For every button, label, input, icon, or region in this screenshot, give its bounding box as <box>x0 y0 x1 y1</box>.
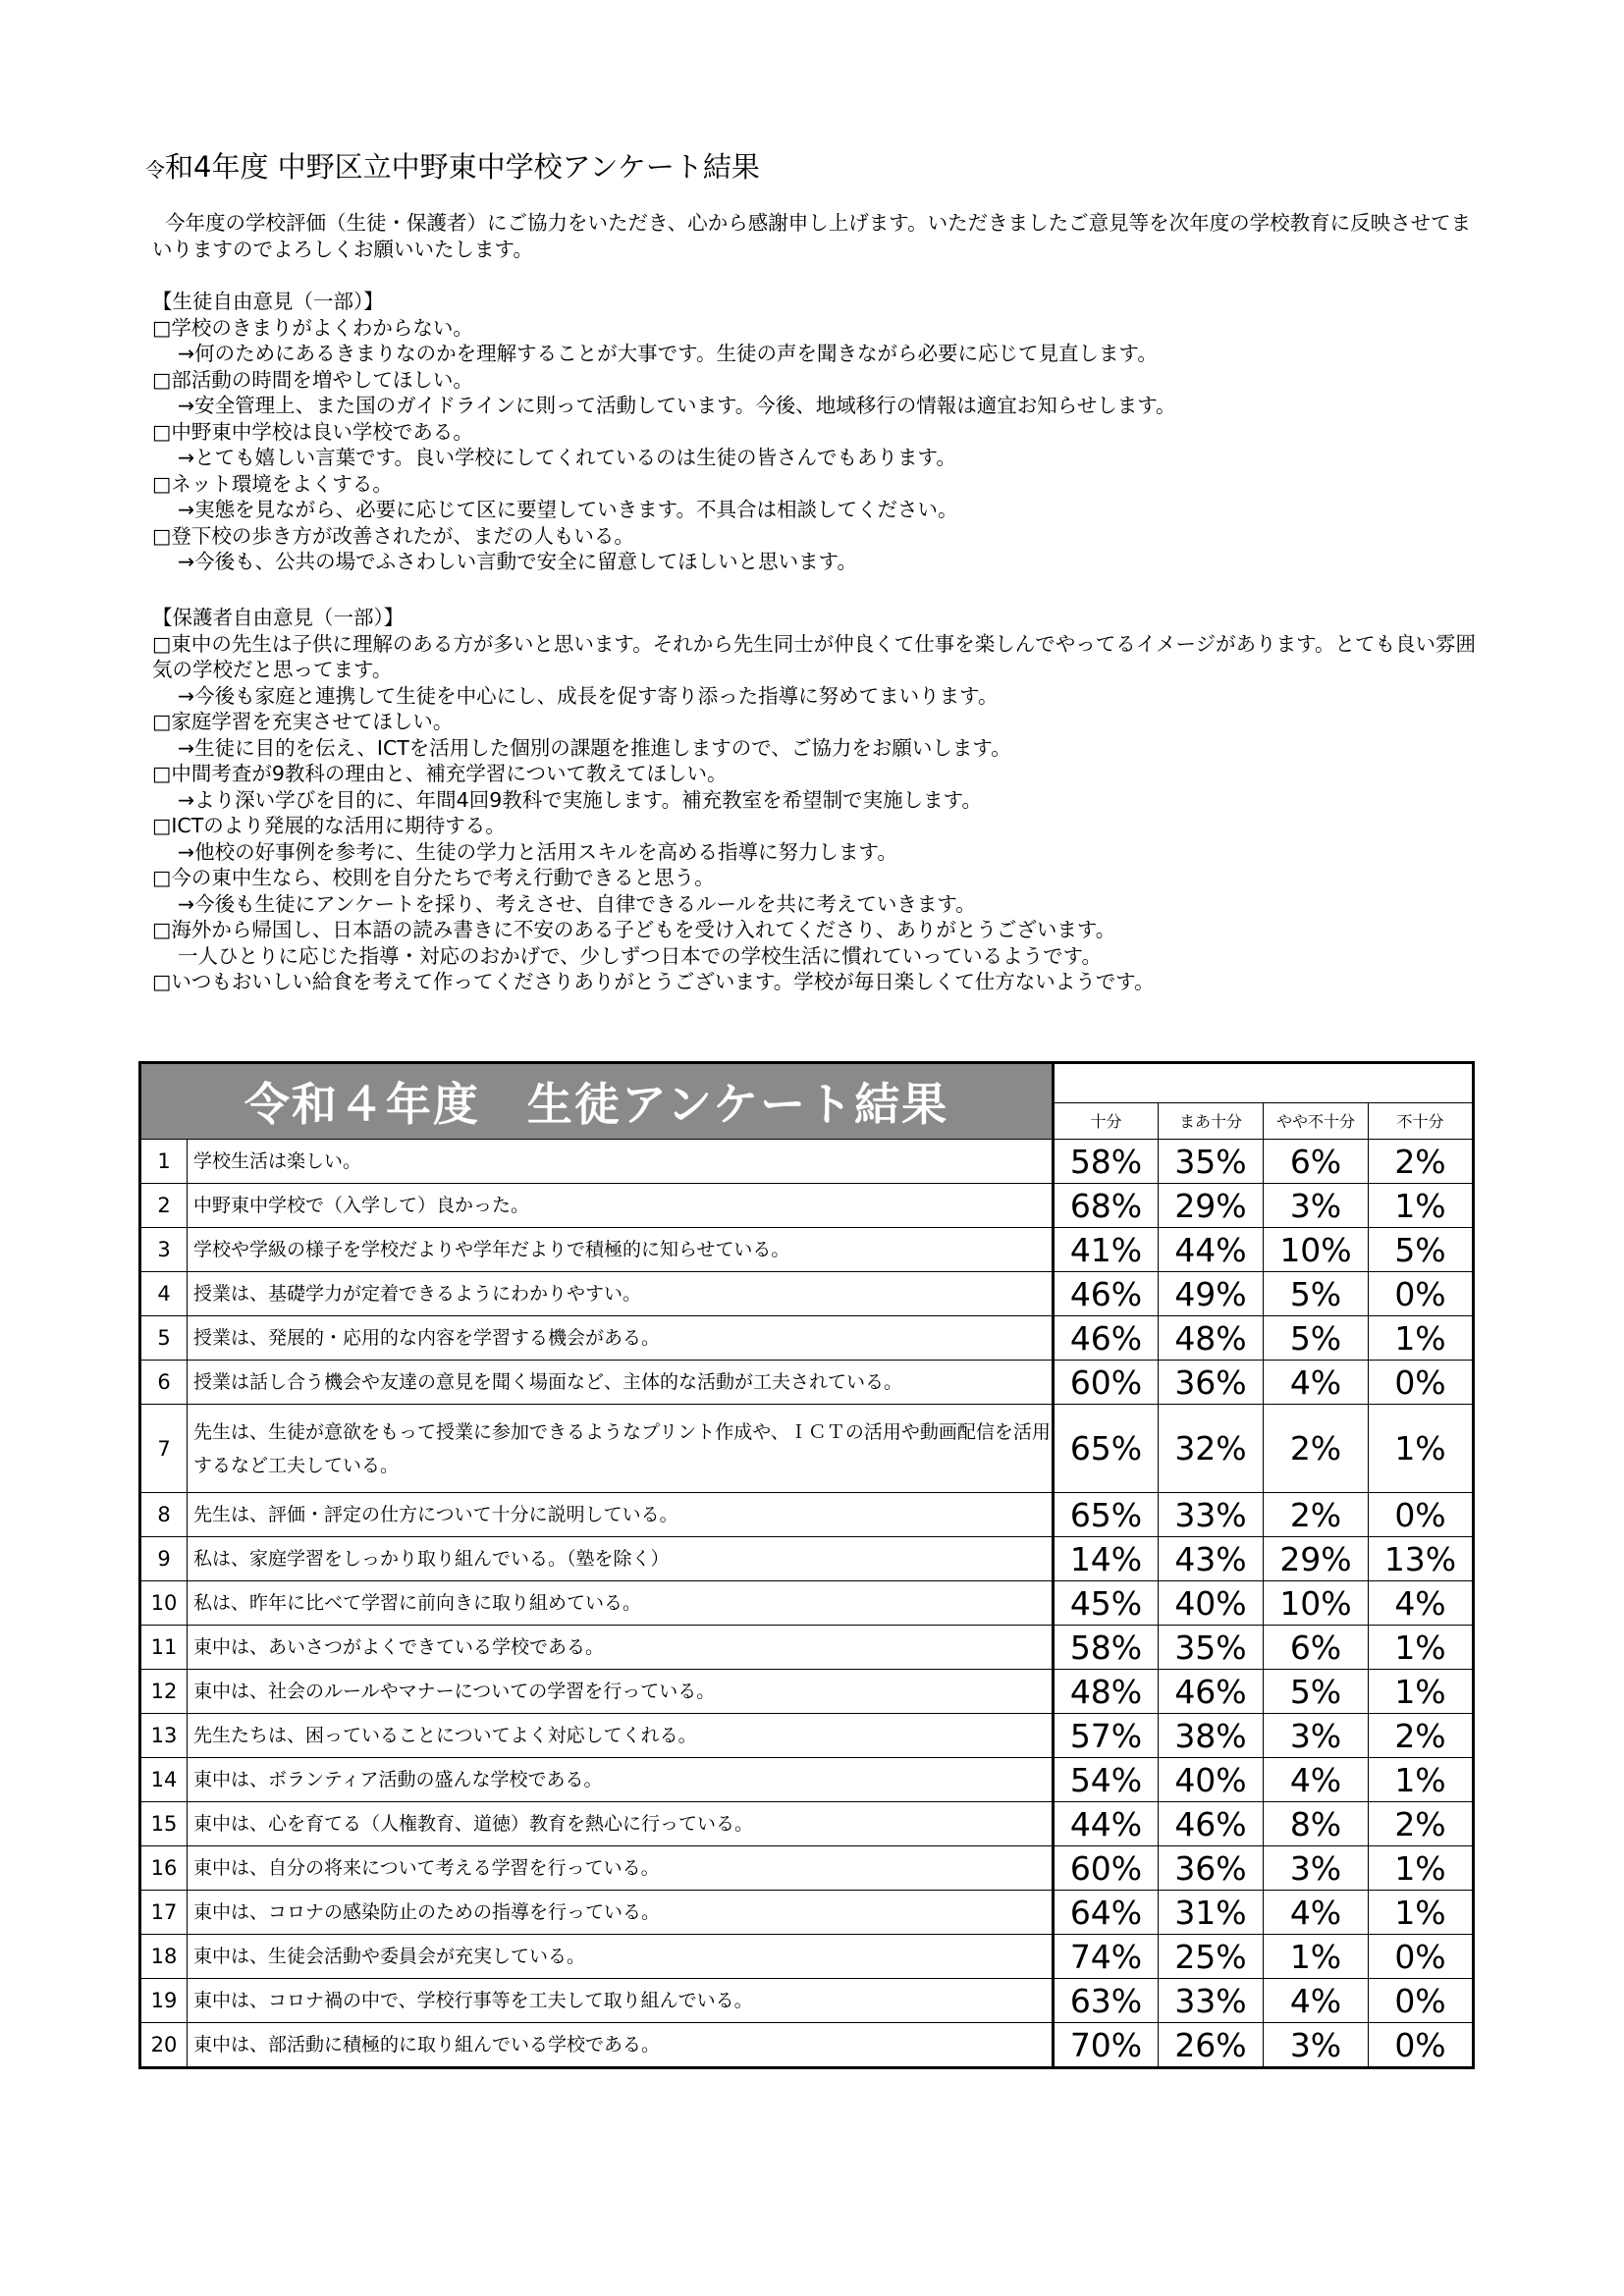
parent-opinion-a4: →他校の好事例を参考に、生徒の学力と活用スキルを高める指導に努力します。 <box>178 839 897 864</box>
value-fujubun: 4% <box>1369 1581 1474 1626</box>
question-text: 東中は、コロナの感染防止のための指導を行っている。 <box>188 1891 1054 1935</box>
question-text: 中野東中学校で（入学して）良かった。 <box>188 1184 1054 1228</box>
table-row <box>140 1581 1474 1626</box>
student-opinion-a1: →何のためにあるきまりなのかを理解することが大事です。生徒の声を聞きながら必要に応じて見直します。 <box>178 342 1158 365</box>
question-number: 5 <box>140 1316 188 1361</box>
value-fujubun: 1% <box>1369 1891 1474 1935</box>
value-jubun: 58% <box>1054 1626 1159 1670</box>
question-text: 東中は、生徒会活動や委員会が充実している。 <box>188 1935 1054 1979</box>
value-maa-jubun: 35% <box>1159 1626 1264 1670</box>
student-opinion-a2: →安全管理上、また国のガイドラインに則って活動しています。今後、地域移行の情報は適宜お知らせします。 <box>178 394 1176 417</box>
value-fujubun: 5% <box>1369 1228 1474 1272</box>
value-jubun: 46% <box>1054 1316 1159 1361</box>
parent-section-heading: 【保護者自由意見（一部）】 <box>152 606 405 629</box>
value-jubun: 65% <box>1054 1405 1159 1493</box>
value-maa-jubun: 35% <box>1159 1140 1264 1184</box>
question-text: 先生たちは、困っていることについてよく対応してくれる。 <box>188 1714 1054 1758</box>
value-fujubun: 13% <box>1369 1537 1474 1581</box>
value-yaya-fujubun: 10% <box>1264 1228 1369 1272</box>
value-maa-jubun: 40% <box>1159 1581 1264 1626</box>
question-text: 私は、昨年に比べて学習に前向きに取り組めている。 <box>188 1581 1054 1626</box>
value-yaya-fujubun: 4% <box>1264 1979 1369 2023</box>
question-number: 14 <box>140 1758 188 1802</box>
student-opinion-q5: □登下校の歩き方が改善されたが、まだの人もいる。 <box>152 523 634 548</box>
table-row <box>140 1493 1474 1537</box>
question-number: 20 <box>140 2023 188 2068</box>
value-yaya-fujubun: 3% <box>1264 1846 1369 1891</box>
column-header-yaya-fujubun: やや不十分 <box>1264 1102 1369 1139</box>
question-number: 8 <box>140 1493 188 1537</box>
value-jubun: 60% <box>1054 1846 1159 1891</box>
document-title <box>145 145 760 186</box>
value-fujubun: 1% <box>1369 1626 1474 1670</box>
value-maa-jubun: 32% <box>1159 1405 1264 1493</box>
table-row <box>140 1272 1474 1316</box>
value-maa-jubun: 46% <box>1159 1802 1264 1846</box>
table-row <box>140 1626 1474 1670</box>
student-opinion-q4: □ネット環境をよくする。 <box>152 471 393 496</box>
table-row <box>140 1316 1474 1361</box>
value-jubun: 70% <box>1054 2023 1159 2068</box>
value-jubun: 58% <box>1054 1140 1159 1184</box>
value-yaya-fujubun: 29% <box>1264 1537 1369 1581</box>
table-row <box>140 2023 1474 2068</box>
value-jubun: 48% <box>1054 1670 1159 1714</box>
parent-opinion-a5: →今後も生徒にアンケートを採り、考えさせ、自律できるルールを共に考えていきます。 <box>178 891 976 916</box>
table-row <box>140 1846 1474 1891</box>
value-yaya-fujubun: 6% <box>1264 1626 1369 1670</box>
student-opinion-q1: □学校のきまりがよくわからない。 <box>152 315 473 340</box>
value-fujubun: 0% <box>1369 1361 1474 1405</box>
question-number: 12 <box>140 1670 188 1714</box>
value-fujubun: 0% <box>1369 1979 1474 2023</box>
value-jubun: 63% <box>1054 1979 1159 2023</box>
question-text: 先生は、生徒が意欲をもって授業に参加できるようなプリント作成や、ＩＣＴの活用や動画配信を活用するなど工夫している。 <box>188 1405 1054 1493</box>
survey-header-blank <box>1054 1063 1474 1103</box>
table-row <box>140 1361 1474 1405</box>
question-text: 東中は、あいさつがよくできている学校である。 <box>188 1626 1054 1670</box>
value-maa-jubun: 43% <box>1159 1537 1264 1581</box>
value-fujubun: 1% <box>1369 1405 1474 1493</box>
question-text: 学校や学級の様子を学校だよりや学年だよりで積極的に知らせている。 <box>188 1228 1054 1272</box>
value-maa-jubun: 38% <box>1159 1714 1264 1758</box>
parent-opinions-section <box>152 605 1478 995</box>
question-text: 東中は、部活動に積極的に取り組んでいる学校である。 <box>188 2023 1054 2068</box>
question-number: 15 <box>140 1802 188 1846</box>
value-maa-jubun: 49% <box>1159 1272 1264 1316</box>
question-number: 4 <box>140 1272 188 1316</box>
table-row <box>140 1758 1474 1802</box>
table-row <box>140 1802 1474 1846</box>
student-opinion-a4: →実態を見ながら、必要に応じて区に要望していきます。不具合は相談してください。 <box>178 498 958 521</box>
value-jubun: 14% <box>1054 1537 1159 1581</box>
title-prefix: 令 <box>145 158 165 182</box>
value-maa-jubun: 31% <box>1159 1891 1264 1935</box>
student-survey-table <box>138 1061 1475 2069</box>
student-opinion-a3: →とても嬉しい言葉です。良い学校にしてくれているのは生徒の皆さんでもあります。 <box>178 446 956 469</box>
value-jubun: 41% <box>1054 1228 1159 1272</box>
value-jubun: 54% <box>1054 1758 1159 1802</box>
value-maa-jubun: 33% <box>1159 1493 1264 1537</box>
value-maa-jubun: 33% <box>1159 1979 1264 2023</box>
value-fujubun: 1% <box>1369 1758 1474 1802</box>
question-number: 7 <box>140 1405 188 1493</box>
parent-opinion-q7: □いつもおいしい給食を考えて作ってくださりありがとうございます。学校が毎日楽しくて仕方ないようです。 <box>152 970 1155 993</box>
value-jubun: 46% <box>1054 1272 1159 1316</box>
value-fujubun: 0% <box>1369 1935 1474 1979</box>
parent-opinion-q2: □家庭学習を充実させてほしい。 <box>152 710 454 733</box>
value-fujubun: 0% <box>1369 2023 1474 2068</box>
table-row <box>140 1670 1474 1714</box>
value-yaya-fujubun: 5% <box>1264 1272 1369 1316</box>
value-maa-jubun: 40% <box>1159 1758 1264 1802</box>
parent-opinion-a3: →より深い学びを目的に、年間4回9教科で実施します。補充教室を希望制で実施します。 <box>178 787 982 812</box>
question-text: 東中は、心を育てる（人権教育、道徳）教育を熱心に行っている。 <box>188 1802 1054 1846</box>
question-text: 授業は話し合う機会や友達の意見を聞く場面など、主体的な活動が工夫されている。 <box>188 1361 1054 1405</box>
title-main: 和4年度 中野区立中野東中学校アンケート結果 <box>165 150 760 184</box>
value-jubun: 68% <box>1054 1184 1159 1228</box>
question-number: 13 <box>140 1714 188 1758</box>
question-text: 東中は、ボランティア活動の盛んな学校である。 <box>188 1758 1054 1802</box>
value-yaya-fujubun: 1% <box>1264 1935 1369 1979</box>
value-fujubun: 2% <box>1369 1714 1474 1758</box>
table-row <box>140 1935 1474 1979</box>
question-text: 学校生活は楽しい。 <box>188 1140 1054 1184</box>
parent-opinion-q1: □東中の先生は子供に理解のある方が多いと思います。それから先生同士が仲良くて仕事を楽しんでやってるイメージがあります。とても良い雰囲気の学校だと思ってます。 <box>152 631 1476 681</box>
value-jubun: 60% <box>1054 1361 1159 1405</box>
student-opinion-q3: □中野東中学校は良い学校である。 <box>152 419 473 444</box>
question-text: 東中は、自分の将来について考える学習を行っている。 <box>188 1846 1054 1891</box>
question-text: 東中は、コロナ禍の中で、学校行事等を工夫して取り組んでいる。 <box>188 1979 1054 2023</box>
value-fujubun: 0% <box>1369 1272 1474 1316</box>
value-jubun: 64% <box>1054 1891 1159 1935</box>
table-row <box>140 1405 1474 1493</box>
value-jubun: 74% <box>1054 1935 1159 1979</box>
question-number: 19 <box>140 1979 188 2023</box>
column-header-fujubun: 不十分 <box>1369 1102 1474 1139</box>
table-row <box>140 1140 1474 1184</box>
value-yaya-fujubun: 4% <box>1264 1361 1369 1405</box>
value-jubun: 57% <box>1054 1714 1159 1758</box>
survey-table-title: 令和４年度 生徒アンケート結果 <box>140 1063 1054 1140</box>
value-yaya-fujubun: 8% <box>1264 1802 1369 1846</box>
value-yaya-fujubun: 5% <box>1264 1670 1369 1714</box>
table-row <box>140 1979 1474 2023</box>
parent-opinion-q4: □ICTのより発展的な活用に期待する。 <box>152 814 506 837</box>
value-fujubun: 1% <box>1369 1184 1474 1228</box>
value-fujubun: 1% <box>1369 1846 1474 1891</box>
value-fujubun: 2% <box>1369 1140 1474 1184</box>
question-text: 私は、家庭学習をしっかり取り組んでいる。（塾を除く） <box>188 1537 1054 1581</box>
value-maa-jubun: 36% <box>1159 1846 1264 1891</box>
value-fujubun: 0% <box>1369 1493 1474 1537</box>
column-header-maa-jubun: まあ十分 <box>1159 1102 1264 1139</box>
question-number: 18 <box>140 1935 188 1979</box>
value-fujubun: 1% <box>1369 1670 1474 1714</box>
question-number: 3 <box>140 1228 188 1272</box>
student-section-heading: 【生徒自由意見（一部）】 <box>152 290 384 313</box>
table-row <box>140 1228 1474 1272</box>
table-row <box>140 1714 1474 1758</box>
value-fujubun: 1% <box>1369 1316 1474 1361</box>
value-maa-jubun: 36% <box>1159 1361 1264 1405</box>
value-jubun: 44% <box>1054 1802 1159 1846</box>
question-number: 1 <box>140 1140 188 1184</box>
value-yaya-fujubun: 3% <box>1264 1184 1369 1228</box>
question-number: 2 <box>140 1184 188 1228</box>
value-yaya-fujubun: 5% <box>1264 1316 1369 1361</box>
value-maa-jubun: 25% <box>1159 1935 1264 1979</box>
question-number: 9 <box>140 1537 188 1581</box>
question-number: 11 <box>140 1626 188 1670</box>
question-text: 東中は、社会のルールやマナーについての学習を行っている。 <box>188 1670 1054 1714</box>
value-jubun: 45% <box>1054 1581 1159 1626</box>
value-yaya-fujubun: 4% <box>1264 1758 1369 1802</box>
question-number: 16 <box>140 1846 188 1891</box>
table-row <box>140 1184 1474 1228</box>
value-yaya-fujubun: 3% <box>1264 2023 1369 2068</box>
value-jubun: 65% <box>1054 1493 1159 1537</box>
column-header-jubun: 十分 <box>1054 1102 1159 1139</box>
parent-opinion-q3: □中間考査が9教科の理由と、補充学習について教えてほしい。 <box>152 762 728 785</box>
parent-opinion-a2: →生徒に目的を伝え、ICTを活用した個別の課題を推進しますので、ご協力をお願いします。 <box>178 735 1011 760</box>
value-yaya-fujubun: 6% <box>1264 1140 1369 1184</box>
question-text: 先生は、評価・評定の仕方について十分に説明している。 <box>188 1493 1054 1537</box>
parent-opinion-a1: →今後も家庭と連携して生徒を中心にし、成長を促す寄り添った指導に努めてまいります。 <box>178 683 999 708</box>
value-yaya-fujubun: 2% <box>1264 1493 1369 1537</box>
table-row <box>140 1537 1474 1581</box>
parent-opinion-q6: □海外から帰国し、日本語の読み書きに不安のある子どもを受け入れてくださり、ありがとうございます。 <box>152 918 1116 941</box>
question-text: 授業は、発展的・応用的な内容を学習する機会がある。 <box>188 1316 1054 1361</box>
parent-opinion-a6: 一人ひとりに応じた指導・対応のおかげで、少しずつ日本での学校生活に慣れていっているようです。 <box>178 943 1102 968</box>
value-yaya-fujubun: 2% <box>1264 1405 1369 1493</box>
value-yaya-fujubun: 10% <box>1264 1581 1369 1626</box>
question-number: 17 <box>140 1891 188 1935</box>
value-maa-jubun: 48% <box>1159 1316 1264 1361</box>
value-yaya-fujubun: 3% <box>1264 1714 1369 1758</box>
parent-opinion-q5: □今の東中生なら、校則を自分たちで考え行動できると思う。 <box>152 866 715 889</box>
table-row <box>140 1891 1474 1935</box>
intro-text: 今年度の学校評価（生徒・保護者）にご協力をいただき、心から感謝申し上げます。いただきましたご意見等を次年度の学校教育に反映させてまいりますのでよろしくお願いいたします。 <box>152 211 1472 261</box>
question-number: 6 <box>140 1361 188 1405</box>
value-maa-jubun: 29% <box>1159 1184 1264 1228</box>
value-maa-jubun: 44% <box>1159 1228 1264 1272</box>
student-opinion-q2: □部活動の時間を増やしてほしい。 <box>152 367 473 392</box>
question-text: 授業は、基礎学力が定着できるようにわかりやすい。 <box>188 1272 1054 1316</box>
question-number: 10 <box>140 1581 188 1626</box>
value-maa-jubun: 46% <box>1159 1670 1264 1714</box>
value-fujubun: 2% <box>1369 1802 1474 1846</box>
value-maa-jubun: 26% <box>1159 2023 1264 2068</box>
value-yaya-fujubun: 4% <box>1264 1891 1369 1935</box>
student-opinions-section <box>152 289 1478 575</box>
intro-paragraph <box>152 210 1478 263</box>
student-opinion-a5: →今後も、公共の場でふさわしい言動で安全に留意してほしいと思います。 <box>178 550 858 573</box>
